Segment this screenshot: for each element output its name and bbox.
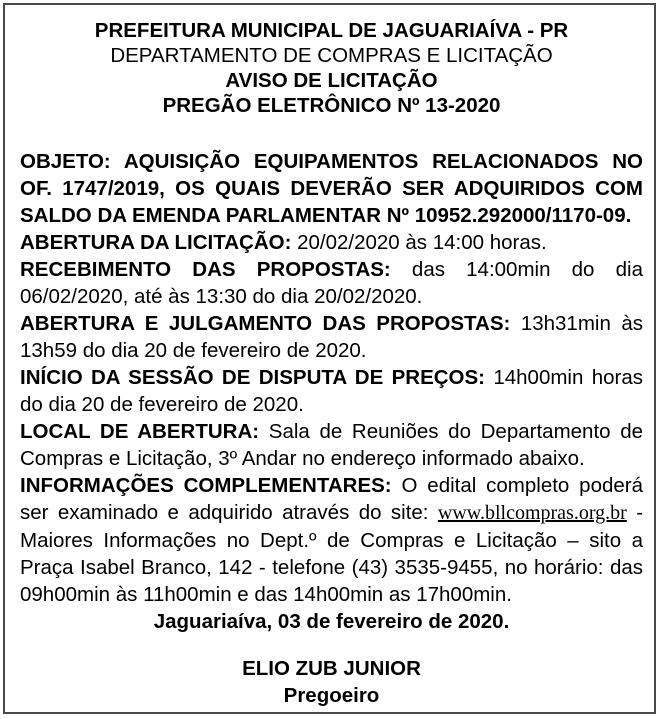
notice-type-title: AVISO DE LICITAÇÃO <box>225 69 438 92</box>
notice-header <box>20 18 643 118</box>
notice-body <box>20 148 643 709</box>
informacoes-after-link-text: - Maiores Informações no Dept.º de Compras e Licitação – sito a Praça Isabel Branco, 142 - telefone (43) 3535-9455, no horário: das 09h00min às 11h00min e das 14h00min as 17h00min. <box>20 501 644 606</box>
paragraph-informacoes-complementares <box>20 472 643 608</box>
abertura-licitacao-text: 20/02/2020 às 14:00 horas. <box>297 231 547 254</box>
paragraph-objeto <box>20 148 643 229</box>
signature-block <box>20 655 643 709</box>
org-name: PREFEITURA MUNICIPAL DE JAGUARIAÍVA - PR <box>94 19 569 42</box>
dateline: Jaguariaíva, 03 de fevereiro de 2020. <box>153 610 510 633</box>
paragraph-recebimento-propostas <box>20 256 643 310</box>
procurement-notice-page <box>3 3 656 714</box>
auction-number: PREGÃO ELETRÔNICO Nº 13-2020 <box>162 94 501 117</box>
abertura-julgamento-text: 13h31min às 13h59 do dia 20 de fevereiro de 2020. <box>20 312 644 362</box>
recebimento-propostas-label: RECEBIMENTO DAS PROPOSTAS: <box>20 258 391 281</box>
abertura-licitacao-label: ABERTURA DA LICITAÇÃO: <box>20 231 292 254</box>
abertura-julgamento-label: ABERTURA E JULGAMENTO DAS PROPOSTAS: <box>20 312 511 335</box>
paragraph-local-abertura <box>20 418 643 472</box>
signer-name: ELIO ZUB JUNIOR <box>242 657 421 680</box>
paragraph-abertura-licitacao <box>20 229 643 256</box>
objeto-label: OBJETO: <box>20 150 111 173</box>
signer-role: Pregoeiro <box>283 684 380 707</box>
local-abertura-text: Sala de Reuniões do Departamento de Compras e Licitação, 3º Andar no endereço informado abaixo. <box>20 420 643 470</box>
objeto-text: AQUISIÇÃO EQUIPAMENTOS RELACIONADOS NO OF. 1747/2019, OS QUAIS DEVERÃO SER ADQUIRIDOS COM SALDO DA EMENDA PARLAMENTAR Nº 10952.292000/1170-09. <box>20 150 643 227</box>
informacoes-before-link-text: O edital completo poderá ser examinado e adquirido através do site: <box>20 474 644 524</box>
paragraph-abertura-julgamento <box>20 310 643 364</box>
recebimento-propostas-text: das 14:00min do dia 06/02/2020, até às 13:30 do dia 20/02/2020. <box>20 258 643 308</box>
department-name: DEPARTAMENTO DE COMPRAS E LICITAÇÃO <box>110 44 553 67</box>
bllcompras-site-link[interactable]: www.bllcompras.org.br <box>437 502 627 524</box>
local-abertura-label: LOCAL DE ABERTURA: <box>20 420 260 443</box>
inicio-sessao-text: 14h00min horas do dia 20 de fevereiro de 2020. <box>20 366 643 416</box>
paragraph-inicio-sessao <box>20 364 643 418</box>
informacoes-complementares-label: INFORMAÇÕES COMPLEMENTARES: <box>20 474 392 497</box>
inicio-sessao-label: INÍCIO DA SESSÃO DE DISPUTA DE PREÇOS: <box>20 366 485 389</box>
